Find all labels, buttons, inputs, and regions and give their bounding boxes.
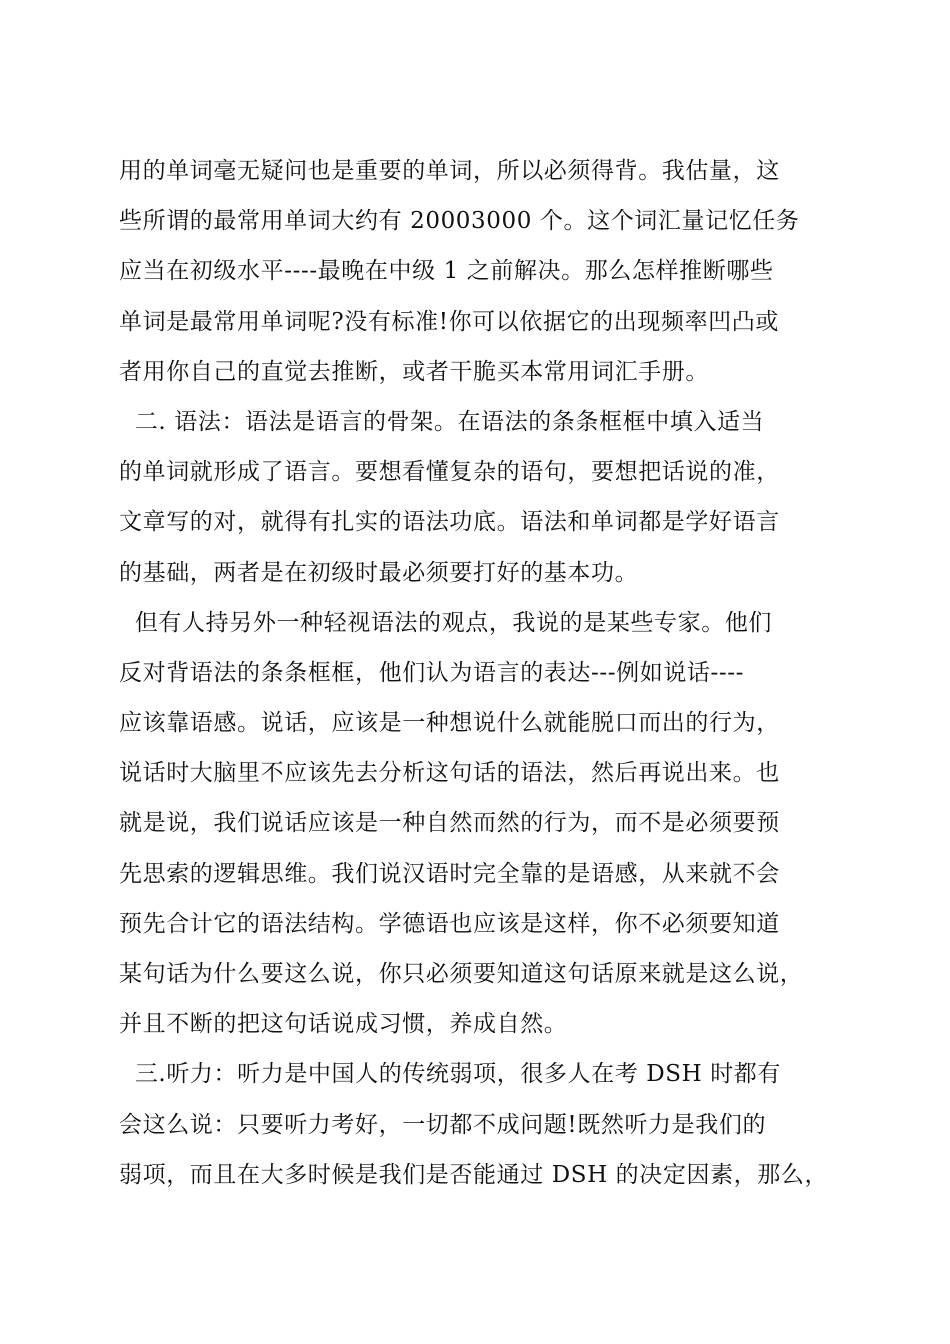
text-line: 应该靠语感。说话，应该是一种想说什么就能脱口而出的行为， (119, 710, 780, 737)
text-line: 用的单词毫无疑问也是重要的单词，所以必须得背。我估量，这 (119, 158, 780, 184)
text-line: 但有人持另外一种轻视语法的观点，我说的是某些专家。他们 (119, 609, 773, 636)
text-line: 某句话为什么要这么说，你只必须要知道这句话原来就是这么说， (119, 961, 804, 987)
text-line: 单词是最常用单词呢?没有标准!你可以依据它的出现频率凹凸或 (119, 308, 779, 335)
text-line: 先思索的逻辑思维。我们说汉语时完全靠的是语感，从来就不会 (119, 860, 780, 887)
text-line: 会这么说：只要听力考好，一切都不成问题!既然听力是我们的 (119, 1111, 767, 1138)
text-line: 说话时大脑里不应该先去分析这句话的语法，然后再说出来。也 (119, 760, 780, 787)
text-line: 的基础，两者是在初级时最必须要打好的基本功。 (119, 559, 639, 586)
text-line: 些所谓的最常用单词大约有 20003000 个。这个词汇量记忆任务 (119, 208, 800, 235)
text-line: 文章写的对，就得有扎实的语法功底。语法和单词都是学好语言 (119, 509, 780, 536)
text-line: 反对背语法的条条框框，他们认为语言的表达---例如说话---- (119, 659, 745, 686)
text-line: 弱项，而且在大多时候是我们是否能通过 DSH 的决定因素，那么， (119, 1161, 829, 1188)
text-line: 三.听力：听力是中国人的传统弱项，很多人在考 DSH 时都有 (119, 1061, 782, 1088)
text-line: 者用你自己的直觉去推断，或者干脆买本常用词汇手册。 (119, 358, 709, 385)
text-line: 应当在初级水平----最晚在中级 1 之前解决。那么怎样推断哪些 (119, 258, 774, 285)
text-line: 预先合计它的语法结构。学德语也应该是这样，你不必须要知道 (119, 910, 780, 937)
text-line: 就是说，我们说话应该是一种自然而然的行为，而不是必须要预 (119, 810, 780, 837)
text-line: 并且不断的把这句话说成习惯，养成自然。 (119, 1011, 568, 1038)
text-line: 的单词就形成了语言。要想看懂复杂的语句，要想把话说的准， (119, 459, 780, 486)
body-text (119, 146, 839, 1200)
text-line: 二. 语法：语法是语言的骨架。在语法的条条框框中填入适当 (119, 408, 765, 435)
